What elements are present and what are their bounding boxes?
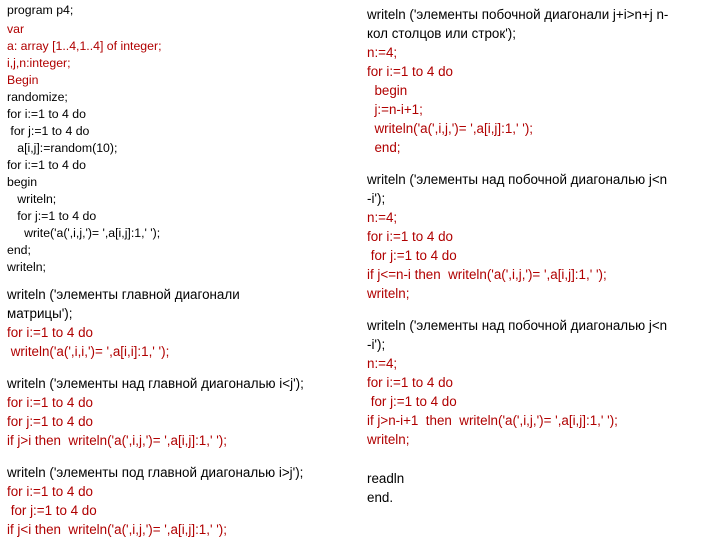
section-title: writeln ('элементы над главной диагональю i<j'); <box>7 376 304 391</box>
section-title: writeln ('элементы над побочной диагональю j<n <box>367 318 668 333</box>
code-line: writeln; <box>367 432 410 447</box>
code-line: for i:=1 to 4 do <box>367 64 453 79</box>
code-line: n:=4; <box>367 45 398 60</box>
code-line: for i:=1 to 4 do <box>7 325 93 340</box>
code-line: for i:=1 to 4 do <box>7 107 86 121</box>
code-line: for j:=1 to 4 do <box>7 124 90 138</box>
code-line: i,j,n:integer; <box>7 56 71 70</box>
code-line: if j<i then writeln('a(',i,j,')= ',a[i,j]:1,' '); <box>7 522 227 537</box>
code-line: if j>i then writeln('a(',i,j,')= ',a[i,j]:1,' '); <box>7 433 227 448</box>
code-line: for i:=1 to 4 do <box>7 484 93 499</box>
section-title: -i'); <box>367 337 386 352</box>
code-line: n:=4; <box>367 210 398 225</box>
code-line: n:=4; <box>367 356 398 371</box>
code-line: begin <box>367 83 408 98</box>
section-title: writeln ('элементы главной диагонали <box>7 287 240 302</box>
code-line: writeln('a(',i,i,')= ',a[i,i]:1,' '); <box>7 344 170 359</box>
section-title: writeln ('элементы побочной диагонали j+i>n+j n- <box>367 7 669 22</box>
code-line: write('a(',i,j,')= ',a[i,j]:1,' '); <box>7 226 161 240</box>
code-line: for i:=1 to 4 do <box>367 229 453 244</box>
code-line: for j:=1 to 4 do <box>7 414 93 429</box>
code-line: readln <box>367 471 405 486</box>
code-line: writeln('a(',i,j,')= ',a[i,j]:1,' '); <box>367 121 534 136</box>
code-line: if j<=n-i then writeln('a(',i,j,')= ',a[i,j]:1,' '); <box>367 267 607 282</box>
code-line: for j:=1 to 4 do <box>7 503 97 518</box>
code-line: end; <box>7 243 31 257</box>
code-line: j:=n-i+1; <box>367 102 423 117</box>
code-line: for j:=1 to 4 do <box>367 248 457 263</box>
section-title: writeln ('элементы над побочной диагональю j<n <box>367 172 668 187</box>
code-line: for i:=1 to 4 do <box>7 395 93 410</box>
program-line: program p4; <box>7 3 74 17</box>
code-line: if j>n-i+1 then writeln('a(',i,j,')= ',a[i,j]:1,' '); <box>367 413 618 428</box>
code-line: writeln; <box>367 286 410 301</box>
code-line: a[i,j]:=random(10); <box>7 141 118 155</box>
code-line: for i:=1 to 4 do <box>7 158 86 172</box>
code-line: writeln; <box>7 260 46 274</box>
code-line: var <box>7 22 25 36</box>
code-line: for j:=1 to 4 do <box>7 209 97 223</box>
code-line: end; <box>367 140 401 155</box>
section-title: кол столцов или строк'); <box>367 26 516 41</box>
section-title: матрицы'); <box>7 306 73 321</box>
code-line: a: array [1..4,1..4] of integer; <box>7 39 162 53</box>
code-line: randomize; <box>7 90 68 104</box>
code-line: writeln; <box>7 192 57 206</box>
code-line: for j:=1 to 4 do <box>367 394 457 409</box>
code-line: end. <box>367 490 394 505</box>
section-title: -i'); <box>367 191 386 206</box>
code-line: Begin <box>7 73 39 87</box>
code-line: begin <box>7 175 38 189</box>
code-line: for i:=1 to 4 do <box>367 375 453 390</box>
section-title: writeln ('элементы под главной диагональю i>j'); <box>7 465 304 480</box>
